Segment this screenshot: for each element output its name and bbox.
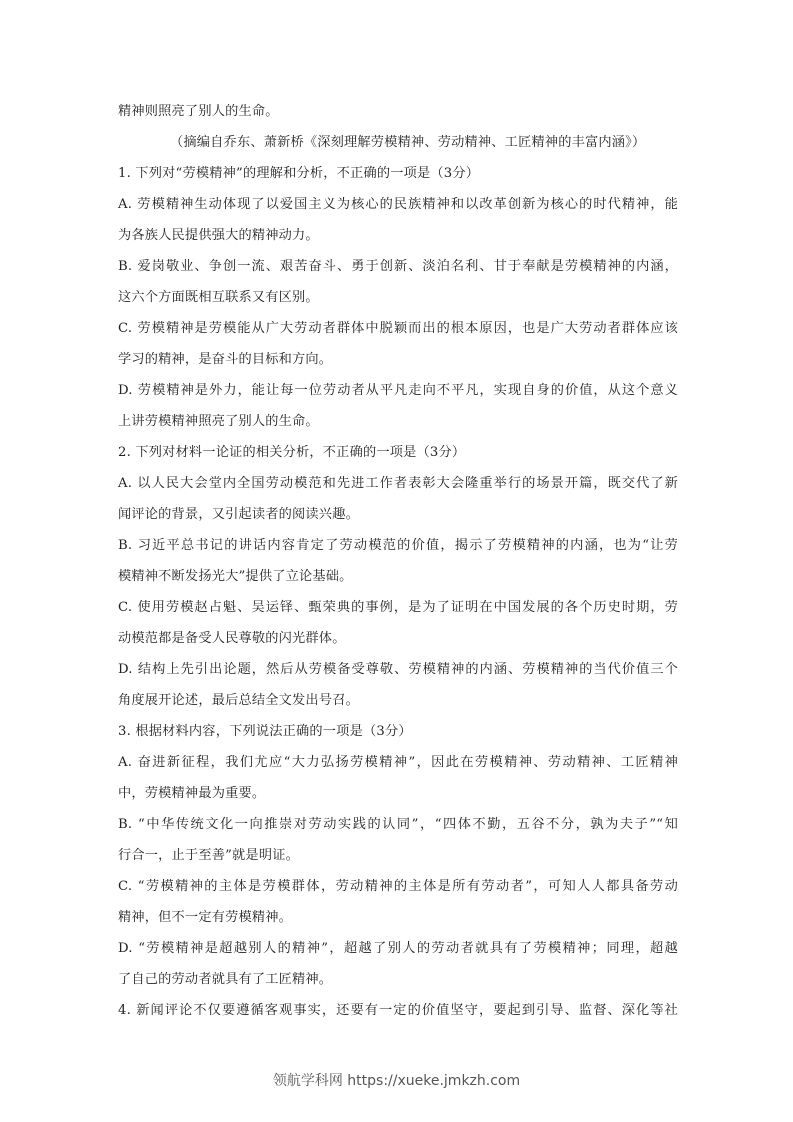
option-2d-line: 角度展开论述，最后总结全文发出号召。 bbox=[118, 693, 359, 708]
option-3c-line: C. “劳模精神的主体是劳模群体，劳动精神的主体是所有劳动者”，可知人人都具备劳动 bbox=[118, 879, 678, 894]
option-1c-line: 学习的精神，是奋斗的目标和方向。 bbox=[118, 352, 333, 367]
option-1a-line: A. 劳模精神生动体现了以爱国主义为核心的民族精神和以改革创新为核心的时代精神，能 bbox=[118, 197, 678, 212]
footer-watermark: 领航学科网 https://xueke.jmkzh.com bbox=[272, 1073, 521, 1089]
option-3c-line: 精神，但不一定有劳模精神。 bbox=[118, 910, 293, 925]
question-1-stem: 1. 下列对“劳模精神”的理解和分析，不正确的一项是（3分） bbox=[118, 166, 480, 181]
option-1d-line: 上讲劳模精神照亮了别人的生命。 bbox=[118, 414, 319, 429]
option-2a-line: 闻评论的背景，又引起读者的阅读兴趣。 bbox=[118, 507, 359, 522]
option-2d-line: D. 结构上先引出论题，然后从劳模备受尊敬、劳模精神的内涵、劳模精神的当代价值三个 bbox=[118, 662, 678, 677]
option-1b-line: B. 爱岗敬业、争创一流、艰苦奋斗、勇于创新、淡泊名利、甘于奉献是劳模精神的内涵， bbox=[118, 259, 678, 274]
option-3b-line: B. “中华传统文化一向推崇对劳动实践的认同”，“四体不勤，五谷不分，孰为夫子”“知 bbox=[118, 817, 678, 832]
option-2c-line: C. 使用劳模赵占魁、吴运铎、甄荣典的事例，是为了证明在中国发展的各个历史时期，劳 bbox=[118, 600, 678, 615]
option-2a-line: A. 以人民大会堂内全国劳动模范和先进工作者表彰大会隆重举行的场景开篇，既交代了新 bbox=[118, 476, 678, 491]
option-2c-line: 动模范都是备受人民尊敬的闪光群体。 bbox=[118, 631, 346, 646]
option-3a-line: A. 奋进新征程，我们尤应“大力弘扬劳模精神”，因此在劳模精神、劳动精神、工匠精神 bbox=[118, 755, 678, 770]
question-2-stem: 2. 下列对材料一论证的相关分析，不正确的一项是（3分） bbox=[118, 445, 466, 460]
option-1d-line: D. 劳模精神是外力，能让每一位劳动者从平凡走向不平凡，实现自身的价值，从这个意义 bbox=[118, 383, 678, 398]
text-line: 精神则照亮了别人的生命。 bbox=[118, 104, 279, 119]
question-3-stem: 3. 根据材料内容，下列说法正确的一项是（3分） bbox=[118, 724, 412, 739]
option-2b-line: B. 习近平总书记的讲话内容肯定了劳动模范的价值，揭示了劳模精神的内涵，也为“让劳 bbox=[118, 538, 678, 553]
source-citation: （摘编自乔东、萧新桥《深刻理解劳模精神、劳动精神、工匠精神的丰富内涵》） bbox=[170, 135, 646, 150]
option-3a-line: 中，劳模精神最为重要。 bbox=[118, 786, 266, 801]
option-3b-line: 行合一，止于至善”就是明证。 bbox=[118, 848, 299, 863]
question-4-stem: 4. 新闻评论不仅要遵循客观事实，还要有一定的价值坚守，要起到引导、监督、深化等社 bbox=[118, 1003, 678, 1018]
option-2b-line: 模精神不断发扬光大”提供了立论基础。 bbox=[118, 569, 353, 584]
option-3d-line: D. “劳模精神是超越别人的精神”，超越了别人的劳动者就具有了劳模精神；同理，超越 bbox=[118, 941, 678, 956]
option-1b-line: 这六个方面既相互联系又有区别。 bbox=[118, 290, 319, 305]
option-1a-line: 为各族人民提供强大的精神动力。 bbox=[118, 228, 319, 243]
option-1c-line: C. 劳模精神是劳模能从广大劳动者群体中脱颖而出的根本原因，也是广大劳动者群体应该 bbox=[118, 321, 678, 336]
option-3d-line: 了自己的劳动者就具有了工匠精神。 bbox=[118, 972, 333, 987]
